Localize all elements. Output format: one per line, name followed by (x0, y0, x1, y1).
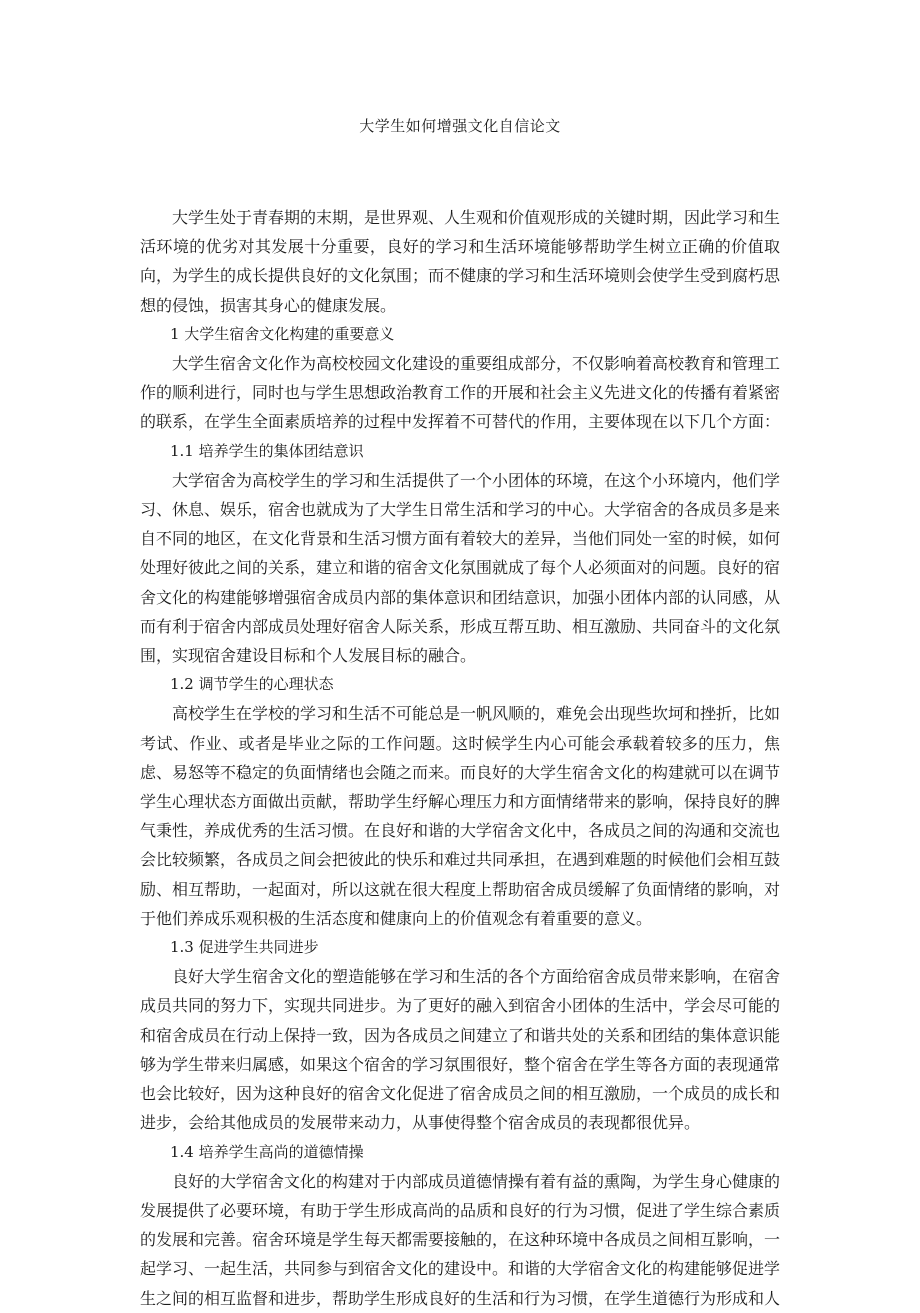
document-body (140, 203, 780, 1313)
section-1-1-heading: 1.1 培养学生的集体团结意识 (170, 441, 364, 460)
document-title: 大学生如何增强文化自信论文 (359, 117, 561, 135)
section-1-paragraph: 大学生宿舍文化作为高校校园文化建设的重要组成部分，不仅影响着高校教育和管理工作的顺利进行，同时也与学生思想政治教育工作的开展和社会主义先进文化的传播有着紧密的联系，在学生全面素质培养的过程中发挥着不可替代的作用，主要体现在以下几个方面： (140, 354, 781, 432)
section-1-3-paragraph: 良好大学生宿舍文化的塑造能够在学习和生活的各个方面给宿舍成员带来影响，在宿舍成员共同的努力下，实现共同进步。为了更好的融入到宿舍小团体的生活中，学会尽可能的和宿舍成员在行动上保持一致，因为各成员之间建立了和谐共处的关系和团结的集体意识能够为学生带来归属感，如果这个宿舍的学习氛围很好，整个宿舍在学生等各方面的表现通常也会比较好，因为这种良好的宿舍文化促进了宿舍成员之间的相互激励，一个成员的成长和进步，会给其他成员的发展带来动力，从事使得整个宿舍成员的表现都很优异。 (140, 967, 781, 1133)
section-1-3-heading: 1.3 促进学生共同进步 (170, 938, 319, 957)
section-1-4-paragraph: 良好的大学宿舍文化的构建对于内部成员道德情操有着有益的熏陶，为学生身心健康的发展提供了必要环境，有助于学生形成高尚的品质和良好的行为习惯，促进了学生综合素质的发展和完善。宿舍环境是学生每天都需要接触的，在这种环境中各成员之间相互影响，一起学习、一起生活，共同参与到宿舍文化的建设中。和谐的大学宿舍文化的构建能够促进学生之间的相互监督和进步，帮助学生形成良好的生活和行为习惯，在学生道德行为形成和人 (140, 1171, 781, 1308)
section-1-2-heading: 1.2 调节学生的心理状态 (170, 675, 334, 694)
section-1-2-paragraph: 高校学生在学校的学习和生活不可能总是一帆风顺的，难免会出现些坎坷和挫折，比如考试、作业、或者是毕业之际的工作问题。这时候学生内心可能会承载着较多的压力，焦虑、易怒等不稳定的负面情绪也会随之而来。而良好的大学生宿舍文化的构建就可以在调节学生心理状态方面做出贡献，帮助学生纾解心理压力和方面情绪带来的影响，保持良好的脾气秉性，养成优秀的生活习惯。在良好和谐的大学宿舍文化中，各成员之间的沟通和交流也会比较频繁，各成员之间会把彼此的快乐和难过共同承担，在遇到难题的时候他们会相互鼓励、相互帮助，一起面对，所以这就在很大程度上帮助宿舍成员缓解了负面情绪的影响，对于他们养成乐观积极的生活态度和健康向上的价值观念有着重要的意义。 (140, 704, 781, 928)
section-1-4-heading: 1.4 培养学生高尚的道德情操 (170, 1142, 364, 1161)
section-1-1-paragraph: 大学宿舍为高校学生的学习和生活提供了一个小团体的环境，在这个小环境内，他们学习、休息、娱乐，宿舍也就成为了大学生日常生活和学习的中心。大学宿舍的各成员多是来自不同的地区，在文化背景和生活习惯方面有着较大的差异，当他们同处一室的时候，如何处理好彼此之间的关系，建立和谐的宿舍文化氛围就成了每个人必须面对的问题。良好的宿舍文化的构建能够增强宿舍成员内部的集体意识和团结意识，加强小团体内部的认同感，从而有利于宿舍内部成员处理好宿舍人际关系，形成互帮互助、相互激励、共同奋斗的文化氛围，实现宿舍建设目标和个人发展目标的融合。 (140, 470, 781, 666)
section-1-heading: 1 大学生宿舍文化构建的重要意义 (170, 324, 395, 343)
intro-paragraph: 大学生处于青春期的末期，是世界观、人生观和价值观形成的关键时期，因此学习和生活环境的优劣对其发展十分重要，良好的学习和生活环境能够帮助学生树立正确的价值取向，为学生的成长提供良好的文化氛围；而不健康的学习和生活环境则会使学生受到腐朽思想的侵蚀，损害其身心的健康发展。 (140, 208, 781, 315)
